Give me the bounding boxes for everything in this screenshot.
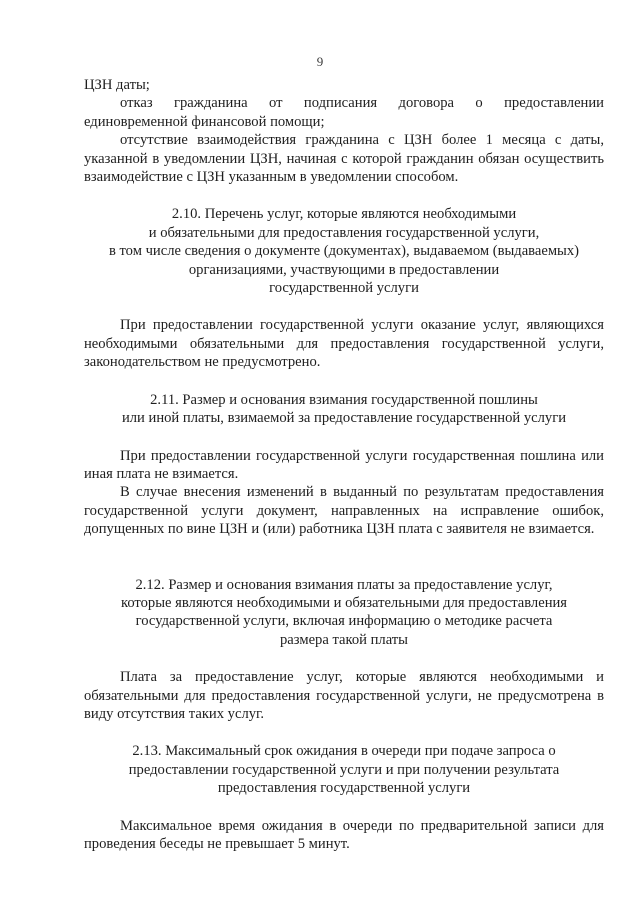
paragraph: В случае внесения изменений в выданный по результатам предоставления государственной услуги документ, направленных на исправление ошибок, допущенных по вине ЦЗН и (или) работника ЦЗН плата с заявителя не взимается. bbox=[84, 484, 604, 538]
section-heading-2-10 bbox=[84, 205, 604, 297]
heading-line: 2.10. Перечень услуг, которые являются необходимыми bbox=[171, 206, 517, 223]
heading-line: которые являются необходимыми и обязательными для предоставления bbox=[120, 594, 568, 611]
paragraph: отсутствие взаимодействия гражданина с ЦЗН более 1 месяца с даты, указанной в уведомлении ЦЗН, начиная с которой гражданин обязан осуществить взаимодействие с ЦЗН указанным в уведомлении способом. bbox=[84, 132, 604, 186]
heading-line: государственной услуги, включая информацию о методике расчета bbox=[135, 613, 553, 630]
section-heading-2-11 bbox=[84, 391, 604, 428]
paragraph: Плата за предоставление услуг, которые являются необходимыми и обязательными для предоставления государственной услуги, не предусмотрена в виду отсутствия таких услуг. bbox=[84, 669, 604, 722]
heading-line: предоставлении государственной услуги и при получении результата bbox=[128, 761, 560, 778]
heading-line: государственной услуги bbox=[269, 280, 419, 297]
paragraph: При предоставлении государственной услуги государственная пошлина или иная плата не взимается. bbox=[84, 447, 604, 482]
document-body bbox=[84, 76, 604, 853]
heading-line: организациями, участвующими в предоставлении bbox=[188, 261, 500, 278]
paragraph: Максимальное время ожидания в очереди по предварительной записи для проведения беседы не превышает 5 минут. bbox=[84, 817, 604, 852]
heading-line: предоставления государственной услуги bbox=[217, 780, 471, 797]
heading-line: 2.13. Максимальный срок ожидания в очереди при подаче запроса о bbox=[132, 743, 556, 760]
section-heading-2-12 bbox=[84, 576, 604, 650]
paragraph: ЦЗН даты; bbox=[84, 77, 150, 93]
heading-line: размера такой платы bbox=[280, 631, 408, 648]
heading-line: в том числе сведения о документе (документах), выдаваемом (выдаваемых) bbox=[108, 243, 580, 260]
heading-line: или иной платы, взимаемой за предоставление государственной услуги bbox=[121, 410, 567, 427]
paragraph: отказ гражданина от подписания договора о предоставлении единовременной финансовой помощи; bbox=[84, 95, 604, 130]
heading-line: 2.11. Размер и основания взимания государственной пошлины bbox=[150, 391, 538, 408]
heading-line: и обязательными для предоставления государственной услуги, bbox=[148, 224, 540, 241]
page-number: 9 bbox=[316, 54, 324, 69]
heading-line: 2.12. Размер и основания взимания платы за предоставление услуг, bbox=[135, 576, 553, 593]
paragraph: При предоставлении государственной услуги оказание услуг, являющихся необходимыми обязательными для предоставления государственной услуги, законодательством не предусмотрено. bbox=[84, 317, 604, 371]
section-heading-2-13 bbox=[84, 742, 604, 797]
